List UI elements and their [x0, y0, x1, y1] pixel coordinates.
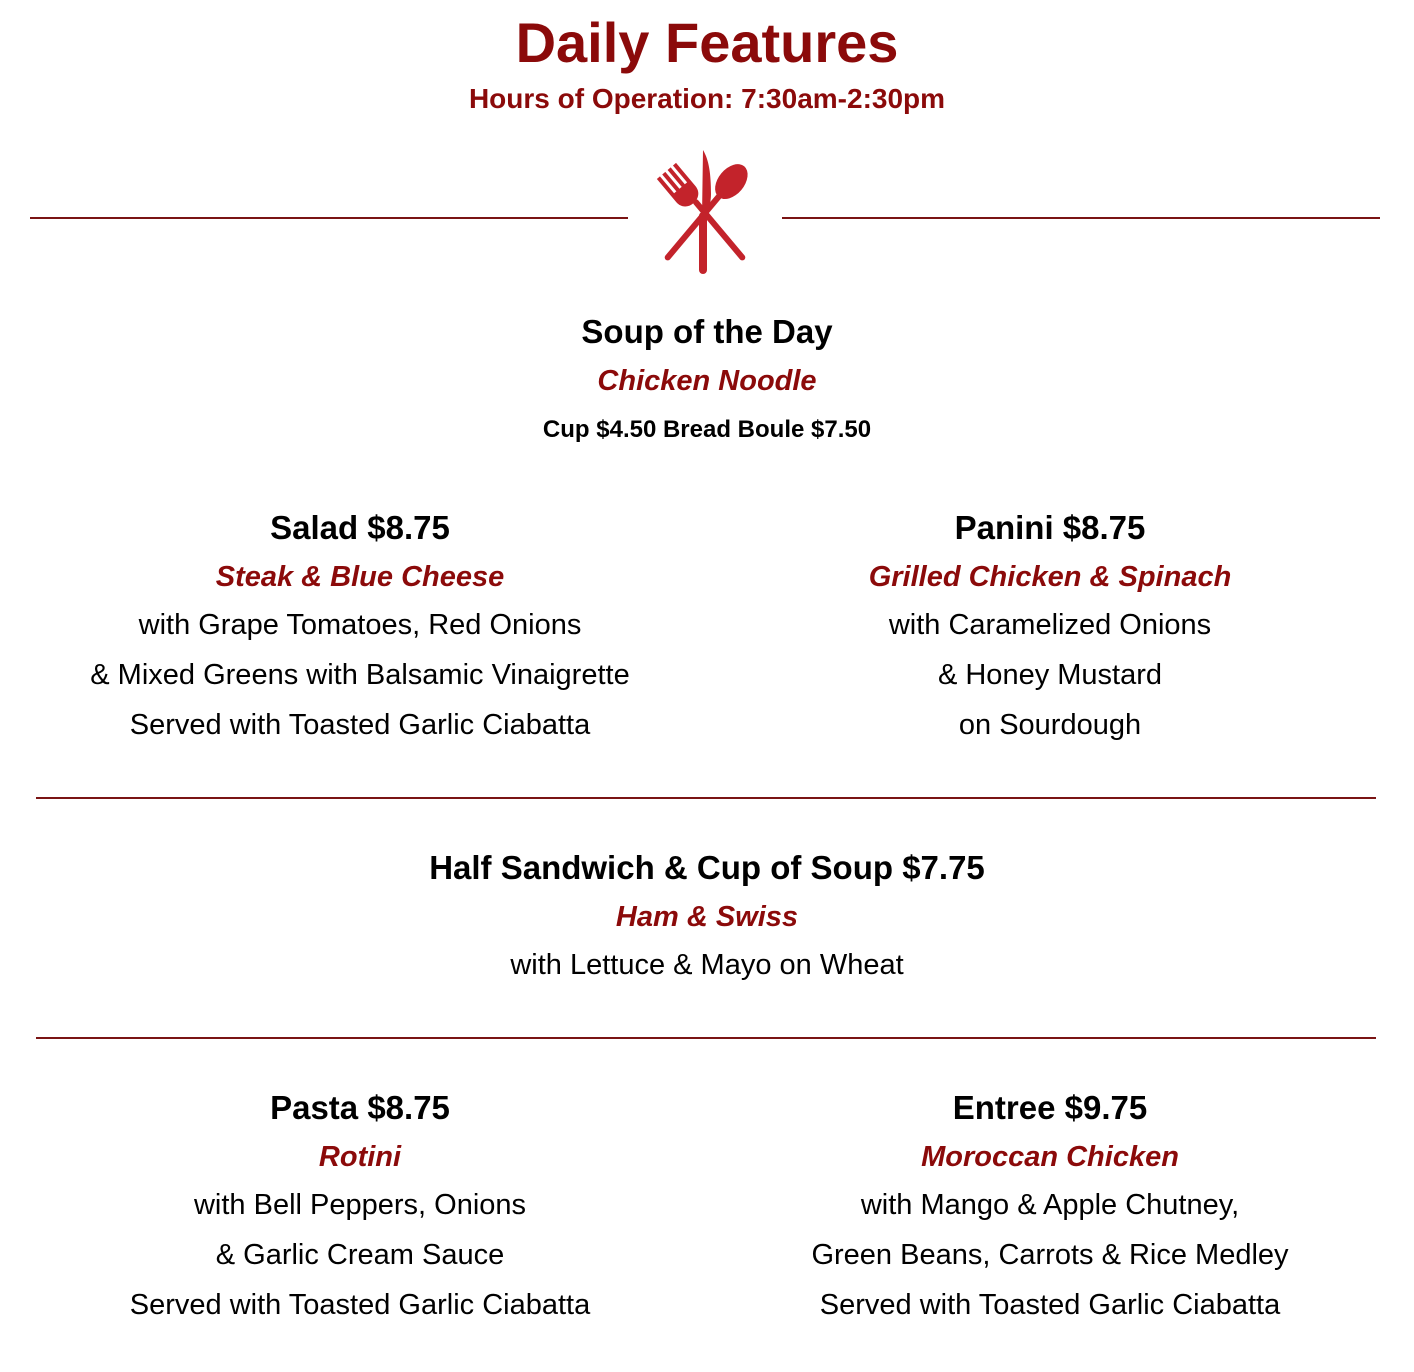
panini-heading: Panini $8.75 [954, 509, 1146, 546]
salad-desc-line: Served with Toasted Garlic Ciabatta [129, 709, 591, 741]
entree-desc-line: Green Beans, Carrots & Rice Medley [811, 1239, 1289, 1271]
combo-heading: Half Sandwich & Cup of Soup $7.75 [429, 849, 985, 886]
fork-knife-spoon-icon [640, 148, 770, 278]
entree-section [700, 1088, 1400, 1330]
panini-desc-line: & Honey Mustard [937, 659, 1163, 691]
salad-desc-line: with Grape Tomatoes, Red Onions [138, 609, 582, 641]
combo-desc-line: with Lettuce & Mayo on Wheat [510, 949, 904, 981]
pasta-desc-line: Served with Toasted Garlic Ciabatta [129, 1289, 591, 1321]
entree-name: Moroccan Chicken [921, 1141, 1179, 1173]
pasta-name: Rotini [318, 1141, 402, 1173]
section-divider [36, 797, 1376, 799]
soup-section [0, 312, 1414, 446]
section-divider [36, 1037, 1376, 1039]
panini-desc-line: with Caramelized Onions [888, 609, 1212, 641]
salad-name: Steak & Blue Cheese [215, 561, 505, 593]
panini-section [700, 508, 1400, 750]
panini-desc-line: on Sourdough [958, 709, 1142, 741]
pasta-heading: Pasta $8.75 [270, 1089, 450, 1126]
pasta-section [0, 1088, 720, 1330]
entree-desc-line: with Mango & Apple Chutney, [860, 1189, 1240, 1221]
soup-prices: Cup $4.50 Bread Boule $7.50 [542, 416, 872, 443]
divider-right [782, 217, 1380, 219]
hours-of-operation: Hours of Operation: 7:30am-2:30pm [468, 83, 946, 114]
salad-desc-line: & Mixed Greens with Balsamic Vinaigrette [90, 659, 630, 691]
combo-name: Ham & Swiss [615, 901, 799, 933]
salad-heading: Salad $8.75 [270, 509, 450, 546]
pasta-desc-line: with Bell Peppers, Onions [193, 1189, 527, 1221]
salad-section [0, 508, 720, 750]
soup-heading: Soup of the Day [581, 313, 833, 350]
entree-desc-line: Served with Toasted Garlic Ciabatta [819, 1289, 1281, 1321]
panini-name: Grilled Chicken & Spinach [868, 561, 1232, 593]
pasta-desc-line: & Garlic Cream Sauce [215, 1239, 505, 1271]
combo-section [0, 848, 1414, 990]
page-title: Daily Features [515, 11, 899, 74]
divider-left [30, 217, 628, 219]
soup-name: Chicken Noodle [597, 365, 817, 397]
entree-heading: Entree $9.75 [952, 1089, 1148, 1126]
